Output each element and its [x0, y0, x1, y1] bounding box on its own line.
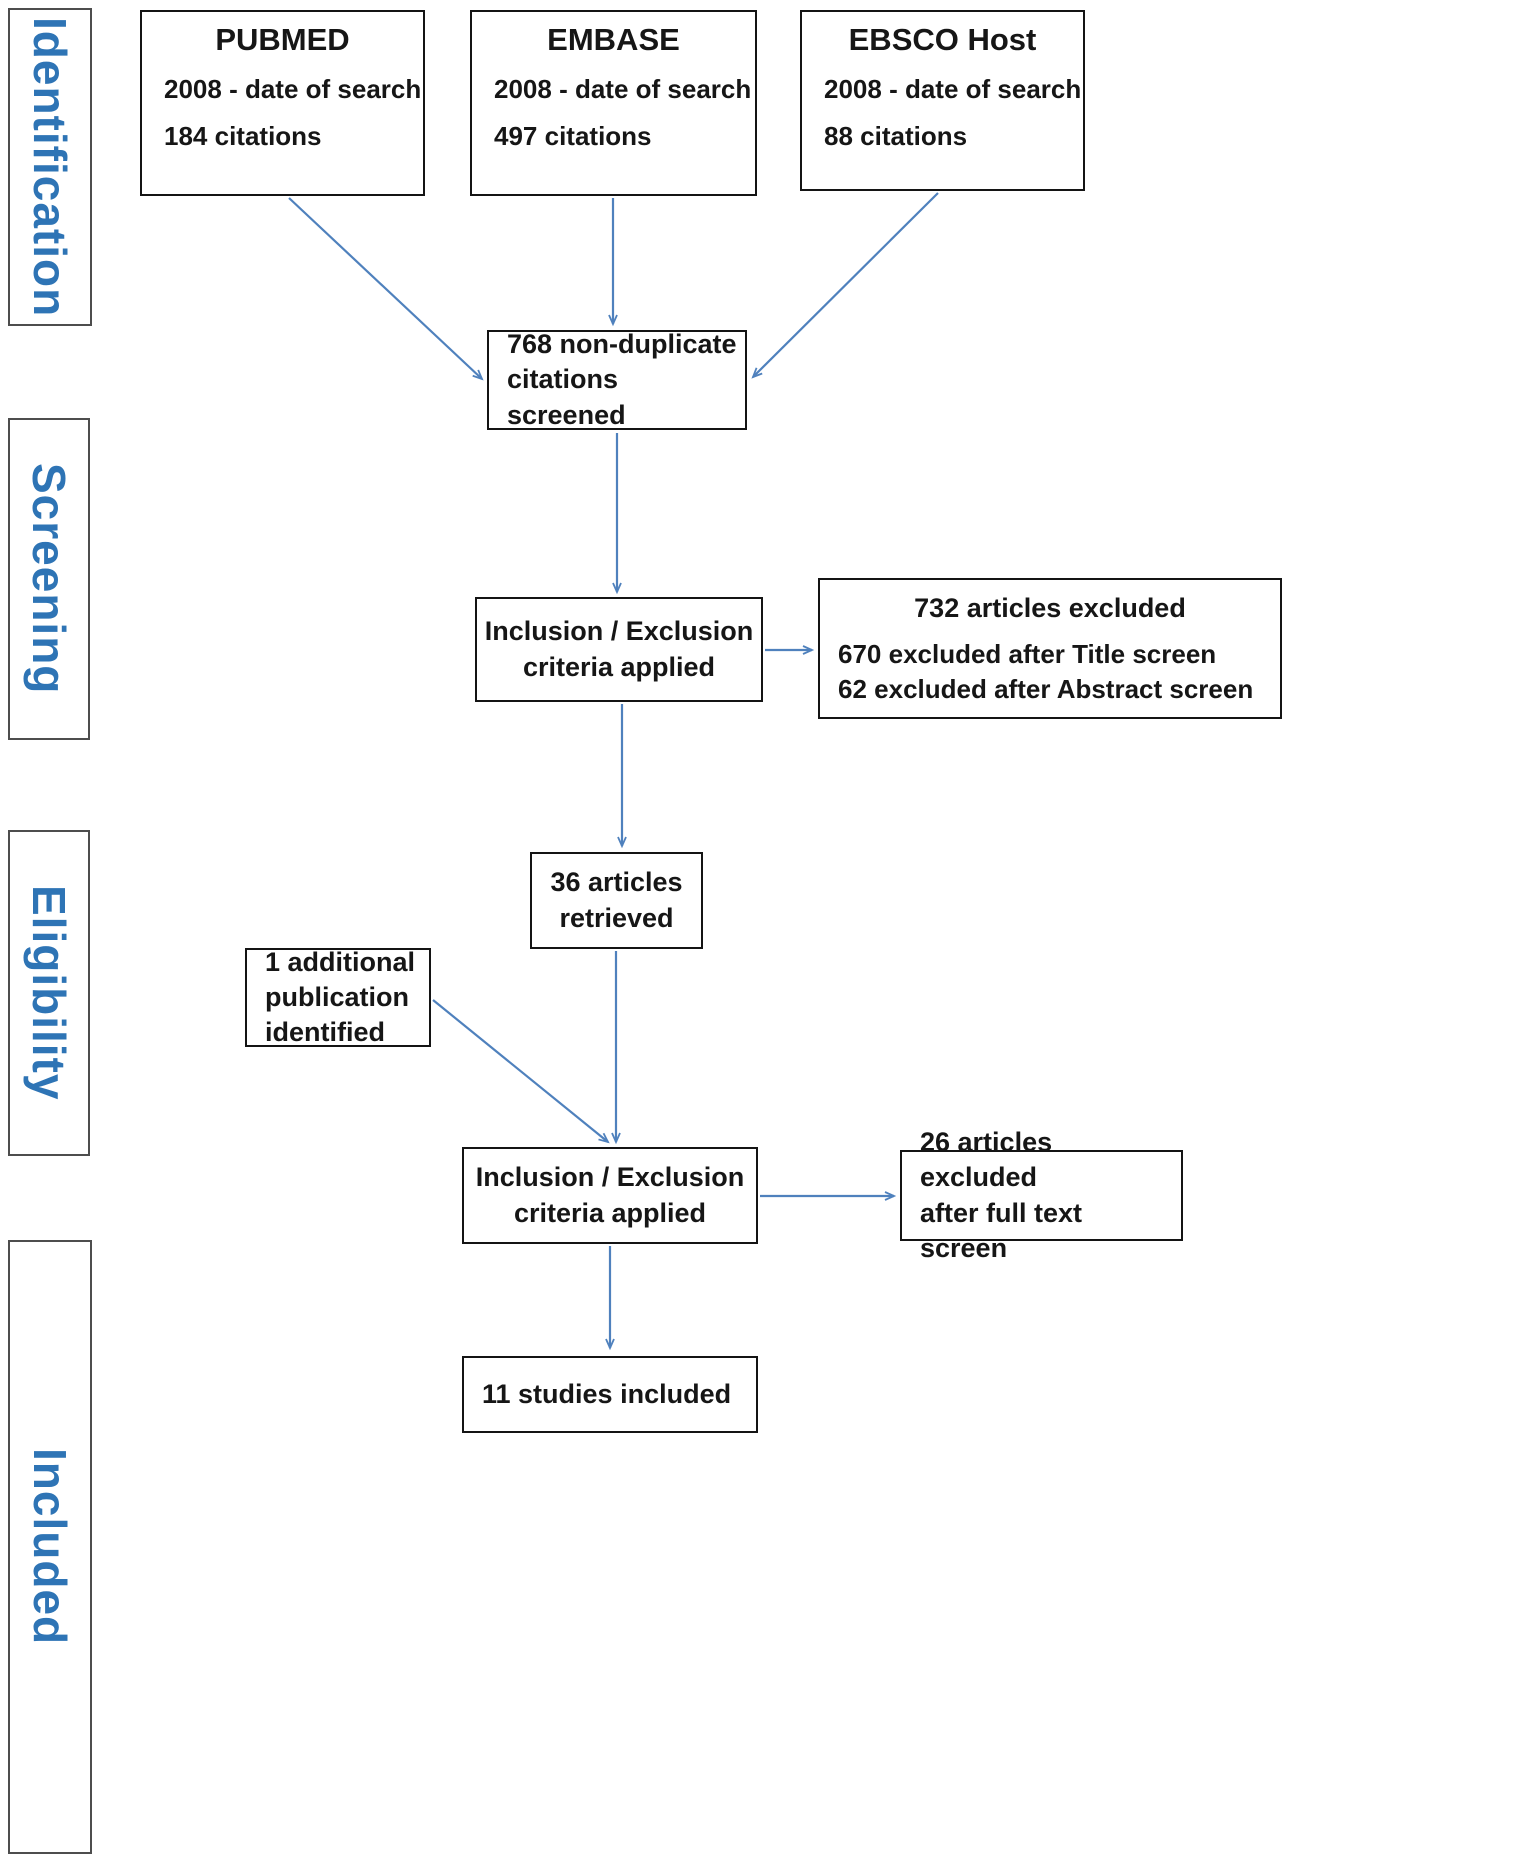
box-line: 11 studies included: [482, 1378, 732, 1409]
stage-identification: [8, 8, 92, 326]
stage-label: Screening: [23, 463, 75, 695]
criteria-box-1: [475, 597, 763, 702]
box-line: Inclusion / Exclusion: [484, 616, 754, 647]
stage-screening: [8, 418, 90, 740]
box-line: retrieved: [559, 902, 674, 933]
stage-label: Identification: [24, 16, 76, 318]
box-line: citations screened: [507, 364, 626, 430]
stage-eligibility: [8, 830, 90, 1156]
box-line: 88 citations: [824, 121, 968, 151]
box-line: 62 excluded after Abstract screen: [838, 673, 1254, 704]
box-line: 2008 - date of search: [824, 74, 1082, 104]
box-line: after full text screen: [920, 1197, 1083, 1263]
box-line: 2008 - date of search: [164, 74, 422, 104]
box-line: 1 additional: [265, 946, 416, 977]
box-line: criteria applied: [522, 651, 716, 682]
criteria-box-2: [462, 1147, 758, 1244]
excluded-26-box: [900, 1127, 1183, 1263]
included-studies-box: [462, 1356, 758, 1433]
box-line: criteria applied: [513, 1197, 707, 1228]
box-line: 2008 - date of search: [494, 74, 752, 104]
box-line: 184 citations: [164, 121, 322, 151]
box-line: 497 citations: [494, 121, 652, 151]
box-title: PUBMED: [215, 22, 350, 57]
screened-box: [487, 330, 747, 430]
retrieved-box: [530, 852, 703, 949]
box-line: identified: [265, 1017, 385, 1048]
pubmed-source-box: [140, 10, 425, 196]
arrow-ebsco-to-screened: [753, 193, 938, 377]
box-line: 768 non-duplicate: [507, 329, 737, 360]
additional-publication-box: [245, 948, 431, 1047]
box-line: publication: [265, 981, 409, 1012]
box-line: 26 articles excluded: [920, 1127, 1053, 1193]
box-title: EBSCO Host: [848, 22, 1037, 57]
arrow-additional-to-criteria2: [433, 1000, 608, 1142]
box-line: 36 articles: [550, 867, 683, 898]
box-title: 732 articles excluded: [914, 593, 1186, 624]
stage-label: Included: [24, 1448, 76, 1646]
embase-source-box: [470, 10, 757, 196]
ebsco-source-box: [800, 10, 1085, 191]
stage-included: [8, 1240, 92, 1854]
excluded-732-box: [818, 578, 1282, 719]
arrow-pubmed-to-screened: [289, 198, 482, 379]
stage-label: Eligibility: [23, 885, 75, 1101]
box-line: Inclusion / Exclusion: [475, 1162, 745, 1193]
box-title: EMBASE: [547, 22, 680, 57]
box-line: 670 excluded after Title screen: [838, 638, 1217, 669]
